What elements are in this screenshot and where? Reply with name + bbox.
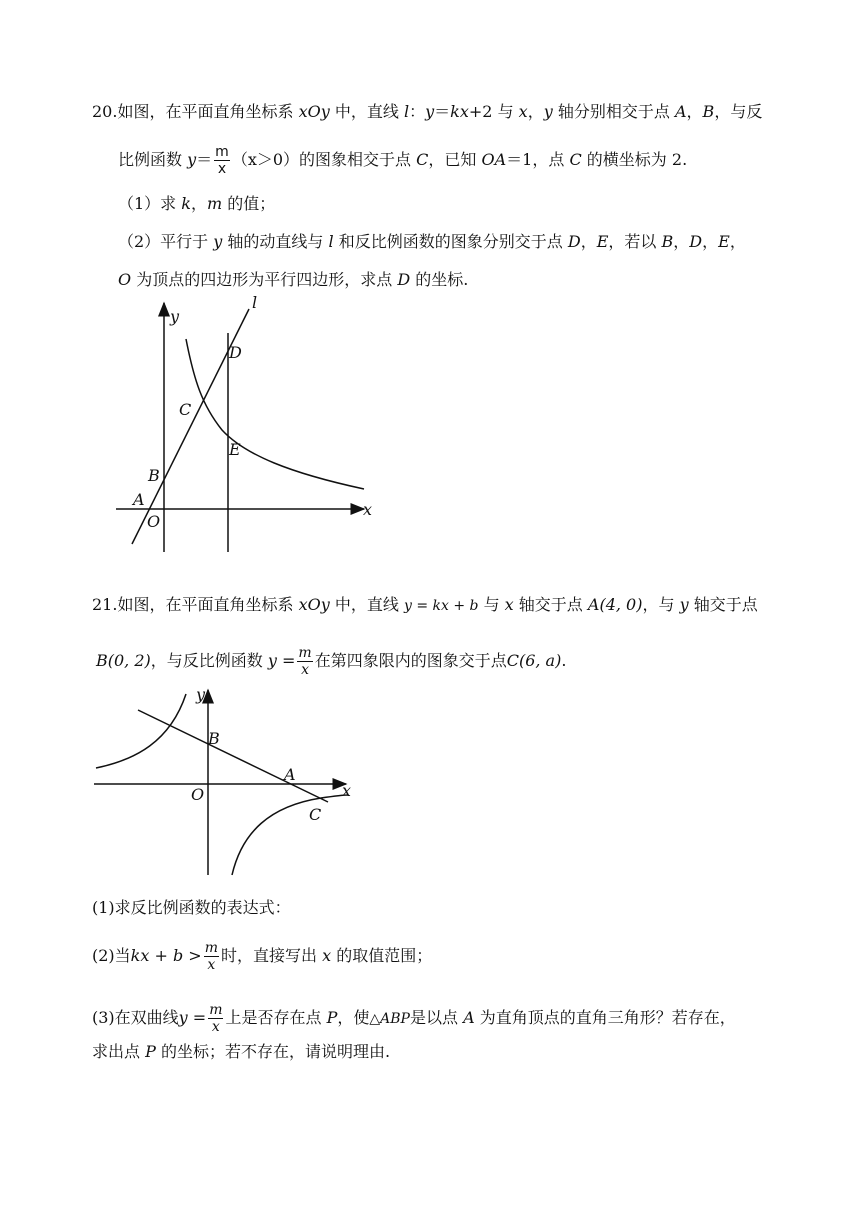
line-ab	[138, 710, 328, 802]
label-E: E	[229, 440, 241, 459]
label-C: C	[179, 400, 192, 419]
q20-line-2: 比例函数 y＝ $\frac{m}{x}$ （x＞0）的图象相交于点 C，已知 OA＝1，点 C 的横坐标为 2.	[118, 144, 688, 177]
question-number: 20.	[92, 102, 118, 121]
q21-line-2: B(0, 2)，与反比例函数 y = $\frac{m}{x}$ 在第四象限内的图象交于点C(6, a).	[96, 645, 567, 678]
fraction-m-over-x: $\frac{m}{x}$	[204, 940, 218, 973]
hyperbola-curve	[186, 339, 364, 489]
q20-part-2-cont: O 为顶点的四边形为平行四边形，求点 D 的坐标.	[118, 270, 469, 289]
label-D: D	[229, 343, 242, 362]
q20-part-2: （2）平行于 y 轴的动直线与 l 和反比例函数的图象分别交于点 D，E，若以 B，D，E，	[118, 232, 746, 251]
q21-sub-3-cont: 求出点 P 的坐标；若不存在，请说明理由.	[92, 1042, 391, 1061]
q21-sub-2: (2)当kx + b > $\frac{m}{x}$ 时，直接写出 x 的取值范围；	[92, 940, 433, 973]
label-B: B	[208, 729, 220, 748]
label-x: x	[363, 500, 373, 519]
fraction-m-over-x: $\frac{m}{x}$	[209, 1002, 223, 1035]
hyperbola-branch-q4	[232, 795, 348, 875]
label-y: y	[170, 307, 180, 326]
q20-figure	[110, 295, 380, 560]
label-B: B	[148, 466, 160, 485]
label-C: C	[309, 805, 322, 824]
label-O: O	[147, 512, 161, 531]
q21-sub-1: (1)求反比例函数的表达式：	[92, 898, 291, 917]
label-A: A	[284, 765, 296, 784]
label-x: x	[342, 781, 352, 800]
fraction-m-over-x: $\frac{m}{x}$	[215, 144, 229, 177]
q21-sub-3: (3)在双曲线y = $\frac{m}{x}$ 上是否存在点 P，使△ABP是以点 A 为直角顶点的直角三角形？若存在，	[92, 1002, 736, 1035]
label-l: l	[252, 295, 258, 312]
label-y: y	[196, 685, 206, 704]
q20-line-1: 20.如图，在平面直角坐标系 xOy 中，直线 l：y＝kx+2 与 x，y 轴分别相交于点 A，B，与反	[92, 102, 763, 121]
fraction-m-over-x: $\frac{m}{x}$	[298, 645, 312, 678]
q21-figure	[90, 682, 360, 882]
label-O: O	[191, 785, 205, 804]
label-A: A	[133, 490, 145, 509]
q21-line-1: 21.如图，在平面直角坐标系 xOy 中，直线 y = kx + b 与 x 轴交于点 A(4, 0)，与 y 轴交于点	[92, 595, 758, 614]
question-number: 21.	[92, 595, 118, 614]
q20-part-1: （1）求 k，m 的值；	[118, 194, 276, 213]
hyperbola-branch-q2	[96, 694, 186, 768]
